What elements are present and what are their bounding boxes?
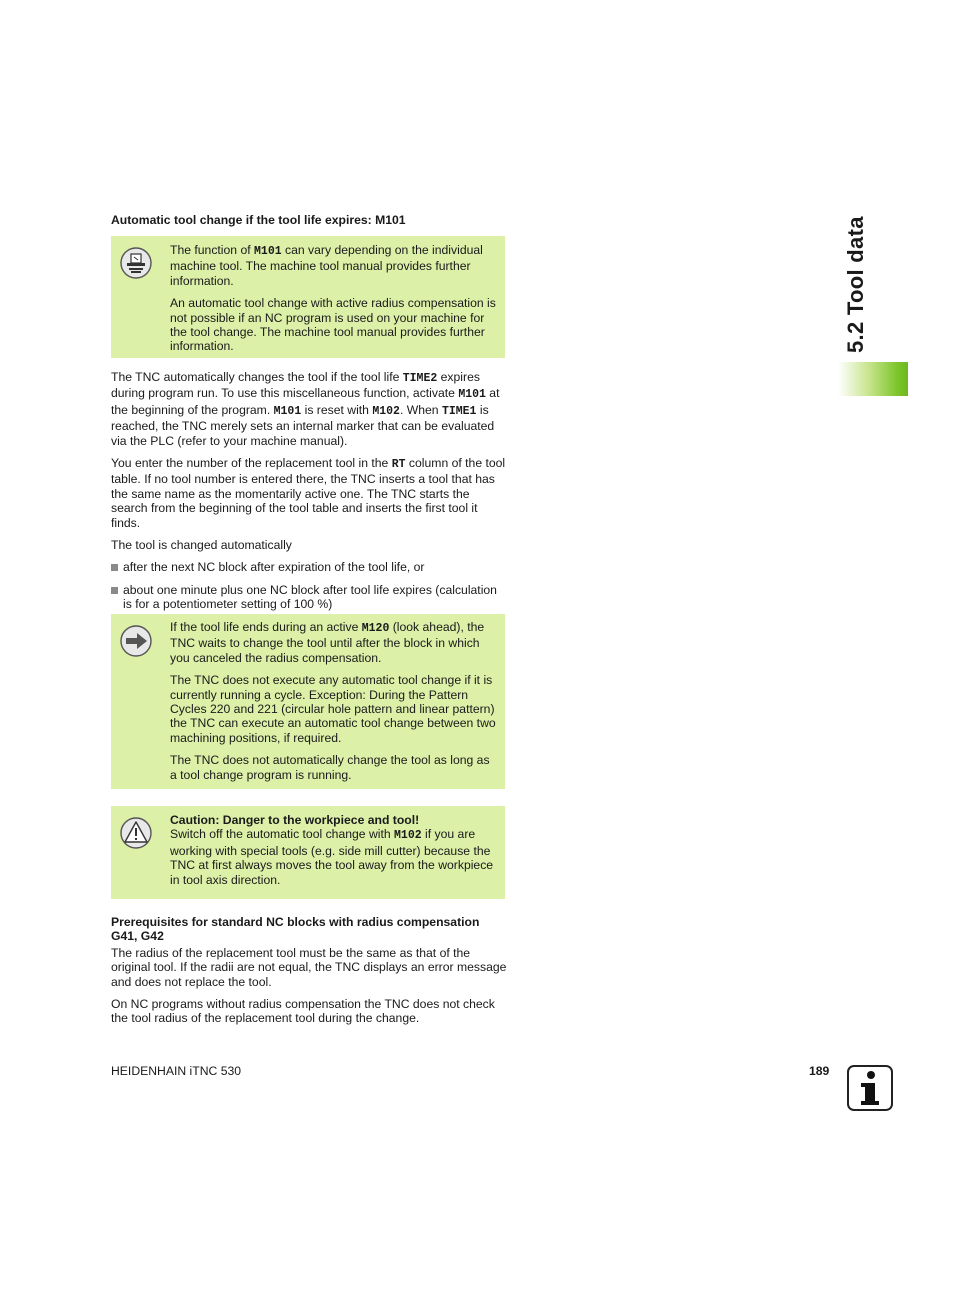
body-text-1 [111,370,507,612]
machine-note-box [111,236,505,358]
caution-note-text [170,810,497,887]
caution-title: Caution: Danger to the workpiece and tool! [170,813,420,827]
caution-note-box [111,806,505,899]
bullet-list [111,560,507,611]
section-heading: Automatic tool change if the tool life expires: M101 [111,213,406,227]
chapter-tab-title: 5.2 Tool data [843,216,868,353]
note3-paragraph-1: Switch off the automatic tool change with M102 if you are working with special tools (e.g. side mill cutter) because the TNC at first always moves the tool away from the workpiece in tool axis direction. [170,827,494,887]
machine-manual-icon [120,247,152,279]
list-item: after the next NC block after expiration of the tool life, or [111,560,507,574]
hint-note-text [170,620,497,782]
note2-paragraph-2: The TNC does not execute any automatic tool change if it is currently running a cycle. Exception: During the Pattern Cycles 220 and 221 (circular hole pattern and linear pattern) the TNC can execute an automatic tool change between two machining positions, if required. [170,673,496,745]
page-number: 189 [809,1064,830,1078]
note2-paragraph-1: If the tool life ends during an active M120 (look ahead), the TNC waits to change the tool until after the block in which you canceled the radius compensation. [170,620,485,665]
warning-triangle-icon [120,817,152,849]
body1-paragraph-3: The tool is changed automatically [111,538,292,553]
hint-note-box [111,614,505,789]
body2-paragraph-1: The radius of the replacement tool must be the same as that of the original tool. If the radii are not equal, the TNC displays an error message and does not replace the tool. [111,945,507,989]
chapter-tab-bar [838,362,908,396]
info-icon [846,1064,894,1112]
body2-paragraph-2: On NC programs without radius compensation the TNC does not check the tool radius of the replacement tool during the change. [111,997,495,1026]
body-text-2 [111,915,507,1026]
list-item: about one minute plus one NC block after tool life expires (calculation is for a potentiometer setting of 100 %) [111,583,507,612]
body1-paragraph-1: The TNC automatically changes the tool if the tool life TIME2 expires during program run. To use this miscellaneous function, activate M101 at the beginning of the program. M101 is reset with M102. When TIME1 is reached, the TNC merely sets an internal marker that can be evaluated via the PLC (refer to your machine manual). [111,370,500,448]
note2-paragraph-3: The TNC does not automatically change the tool as long as a tool change program is running. [170,753,490,782]
footer-product-name: HEIDENHAIN iTNC 530 [111,1064,242,1078]
bullet-square-icon [111,564,118,571]
arrow-right-icon [120,625,152,657]
body1-paragraph-2: You enter the number of the replacement tool in the RT column of the tool table. If no tool number is entered there, the TNC inserts a tool that has the same name as the momentarily active one. The TNC starts the search from the beginning of the tool table and inserts the first tool it finds. [111,456,506,530]
bullet-square-icon [111,587,118,594]
note1-paragraph-2: An automatic tool change with active radius compensation is not possible if an NC program is used on your machine for the tool change. The machine tool manual provides further information. [170,296,496,354]
note1-paragraph-1: The function of M101 can vary depending on the individual machine tool. The machine tool manual provides further information. [170,243,483,288]
subsection-heading: Prerequisites for standard NC blocks with radius compensation G41, G42 [111,915,480,944]
machine-note-text [170,243,497,354]
